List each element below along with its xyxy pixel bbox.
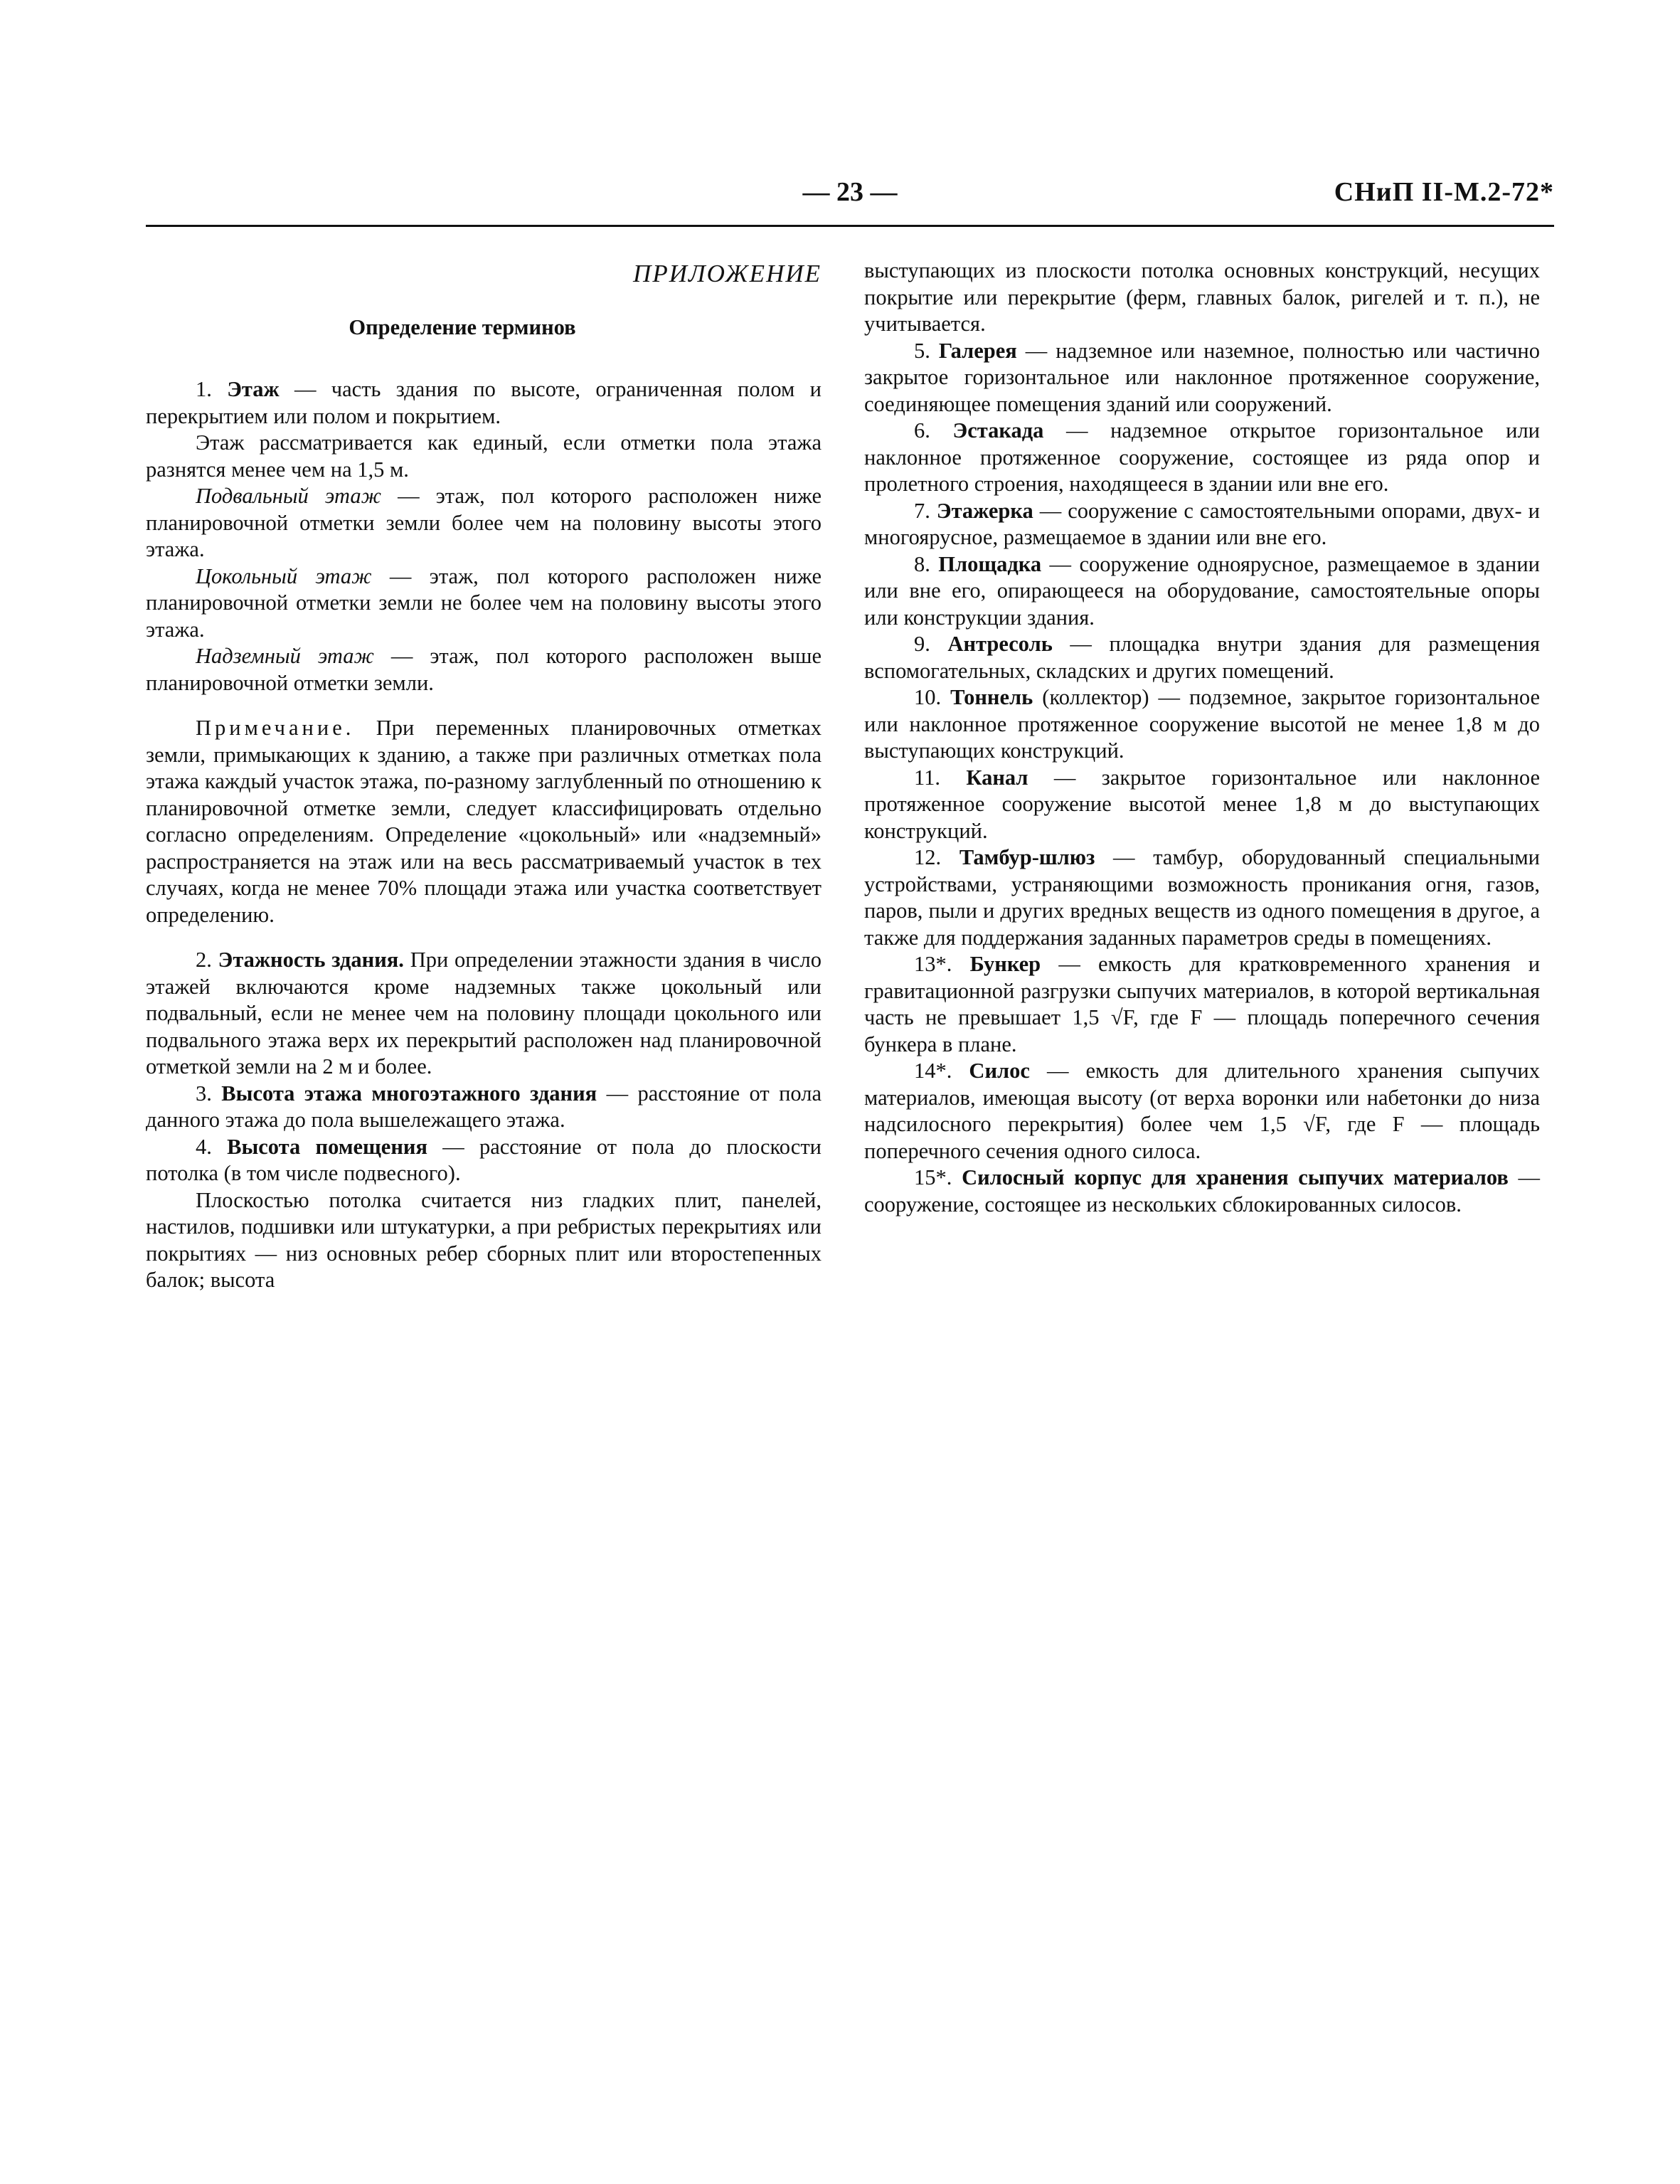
term-8-name: Площадка [938, 551, 1042, 576]
term-8-paragraph [864, 551, 1540, 632]
term-14-number: 14*. [914, 1059, 969, 1083]
basement-floor-definition: — этаж, пол которого расположен ниже планировочной отметки земли более чем на половину высоты этого этажа. [146, 484, 822, 561]
term-10-name: Тоннель [950, 685, 1033, 709]
term-9-number: 9. [914, 632, 948, 656]
left-column [146, 258, 822, 1294]
term-12-paragraph [864, 844, 1540, 951]
term-11-paragraph [864, 765, 1540, 845]
term-4-paragraph [146, 1134, 822, 1187]
term-3-number: 3. [196, 1081, 222, 1106]
note-paragraph [146, 715, 822, 928]
term-3-definition: — расстояние от пола данного этажа до пола вышележащего этажа. [146, 1081, 822, 1132]
right-column [864, 258, 1540, 1218]
term-12-number: 12. [914, 845, 959, 869]
appendix-title: ПРИЛОЖЕНИЕ [633, 260, 822, 287]
term-14-definition: — емкость для длительного хранения сыпучих материалов, имеющая высоту (от верха воронки или набетонки до низа надсилосного перекрытия) более чем 1,5 √F, где F — площадь поперечного сечения одного силоса. [864, 1059, 1541, 1163]
page-number: — 23 — [802, 177, 898, 207]
term-4-number: 4. [196, 1134, 228, 1159]
term-3-paragraph [146, 1081, 822, 1134]
term-6-paragraph [864, 418, 1540, 498]
term-10-number: 10. [914, 685, 951, 709]
page-header [146, 176, 1554, 219]
term-5-definition: — надземное или наземное, полностью или частично закрытое горизонтальное или наклонное протяженное сооружение, соединяющее помещения зданий или сооружений. [864, 338, 1540, 416]
term-11-number: 11. [914, 765, 967, 790]
term-2-definition: При определении этажности здания в число этажей включаются кроме надземных также цокольный или подвальный, если не менее чем на половину площади цокольного или подвального этажа верх их перекрытий расположен над планировочной отметкой земли на 2 м и более. [146, 948, 822, 1078]
term-13-definition: — емкость для кратковременного хранения и гравитационной разгрузки сыпучих материалов, в которой вертикальная часть не превышает 1,5 √F, где F — площадь поперечного сечения бункера в плане. [864, 952, 1541, 1056]
above-ground-floor-paragraph [146, 643, 822, 696]
term-8-definition: — сооружение одноярусное, размещаемое в здании или вне его, опирающееся на оборудование, самостоятельные опоры или конструкции здания. [864, 551, 1540, 630]
term-5-paragraph [864, 338, 1540, 418]
term-1-number: 1. [196, 377, 228, 401]
term-7-paragraph [864, 498, 1540, 551]
term-1-name: Этаж [227, 377, 280, 401]
socle-floor-paragraph [146, 563, 822, 644]
term-2-paragraph [146, 947, 822, 1081]
term-1-paragraph [146, 376, 822, 430]
header-rule [146, 225, 1554, 227]
term-1-unity-paragraph: Этаж рассматривается как единый, если отметки пола этажа разнятся менее чем на 1,5 м. [146, 430, 822, 482]
term-12-definition: — тамбур, оборудованный специальными устройствами, устраняющими возможность проникания огня, газов, паров, пыли и других вредных веществ из одного помещения в другое, а также для поддержания заданных параметров среды в помещениях. [864, 845, 1540, 950]
section-title: Определение терминов [349, 314, 576, 339]
term-11-definition: — закрытое горизонтальное или наклонное протяженное сооружение высотой менее 1,8 м до выступающих конструкций. [864, 765, 1540, 843]
term-1-definition: — часть здания по высоте, ограниченная полом и перекрытием или полом и покрытием. [146, 377, 822, 428]
term-10-definition: (коллектор) — подземное, закрытое горизонтальное или наклонное протяженное сооружение высотой не менее 1,8 м до выступающих конструкций. [864, 685, 1541, 763]
term-7-number: 7. [914, 498, 937, 523]
term-6-definition: — надземное открытое горизонтальное или наклонное протяженное сооружение, состоящее из ряда опор и пролетного строения, находящееся в здании или вне его. [864, 418, 1540, 496]
term-9-definition: — площадка внутри здания для размещения вспомогательных, складских и других помещений. [864, 632, 1541, 683]
term-15-paragraph [864, 1165, 1540, 1218]
term-7-definition: — сооружение с самостоятельными опорами, двух- и многоярусное, размещаемое в здании или вне его. [864, 498, 1541, 549]
socle-floor-term: Цокольный этаж [196, 563, 372, 588]
term-8-number: 8. [914, 551, 939, 576]
term-7-name: Этажерка [936, 498, 1033, 523]
basement-floor-paragraph [146, 483, 822, 563]
above-ground-floor-term: Надземный этаж [196, 644, 374, 668]
term-14-name: Силос [969, 1059, 1030, 1083]
term-2-number: 2. [196, 948, 218, 972]
term-6-number: 6. [914, 418, 953, 442]
term-13-paragraph [864, 951, 1540, 1058]
term-5-number: 5. [914, 338, 939, 363]
term-5-name: Галерея [938, 338, 1017, 363]
note-text: При переменных планировочных отметках земли, примыкающих к зданию, а также при различных отметках пола этажа каждый участок этажа, по-разному заглубленный по отношению к планировочной отметке земли, следует классифицировать отдельно согласно определениям. Определение «цокольный» или «надземный» распространяется на этаж или на весь рассматриваемый участок в тех случаях, когда не менее 70% площади этажа или участка соответствует определению. [146, 716, 822, 927]
ceiling-plane-paragraph: Плоскостью потолка считается низ гладких плит, панелей, настилов, подшивки или штукатурки, а при ребристых перекрытиях или покрытиях — низ основных ребер сборных плит или второстепенных балок; высота [146, 1187, 822, 1292]
socle-floor-definition: — этаж, пол которого расположен ниже планировочной отметки земли не более чем на половину высоты этого этажа. [146, 563, 822, 642]
term-9-name: Антресоль [947, 632, 1053, 656]
term-9-paragraph [864, 631, 1540, 684]
term-4-name: Высота помещения [227, 1134, 427, 1159]
note-label: Примечание. [196, 716, 355, 740]
term-15-definition: — сооружение, состоящее из нескольких сблокированных силосов. [864, 1165, 1541, 1216]
above-ground-floor-definition: — этаж, пол которого расположен выше планировочной отметки земли. [146, 644, 822, 695]
term-10-paragraph [864, 684, 1540, 765]
term-15-name: Силосный корпус для хранения сыпучих материалов [962, 1165, 1509, 1189]
term-14-paragraph [864, 1058, 1540, 1165]
term-11-name: Канал [966, 765, 1028, 790]
term-4-continuation: выступающих из плоскости потолка основных конструкций, несущих покрытие или перекрытие (ферм, главных балок, ригелей и т. п.), не учитывается. [864, 258, 1540, 336]
document-code: СНиП II-М.2-72* [1334, 177, 1554, 207]
term-2-name: Этажность здания. [218, 948, 404, 972]
basement-floor-term: Подвальный этаж [196, 484, 381, 508]
term-12-name: Тамбур-шлюз [959, 845, 1095, 869]
term-15-number: 15*. [914, 1165, 962, 1189]
term-6-name: Эстакада [952, 418, 1044, 442]
term-13-name: Бункер [969, 952, 1041, 976]
term-13-number: 13*. [914, 952, 970, 976]
term-3-name: Высота этажа многоэтажного здания [221, 1081, 597, 1106]
term-4-definition: — расстояние от пола до плоскости потолка (в том числе подвесного). [146, 1134, 822, 1185]
